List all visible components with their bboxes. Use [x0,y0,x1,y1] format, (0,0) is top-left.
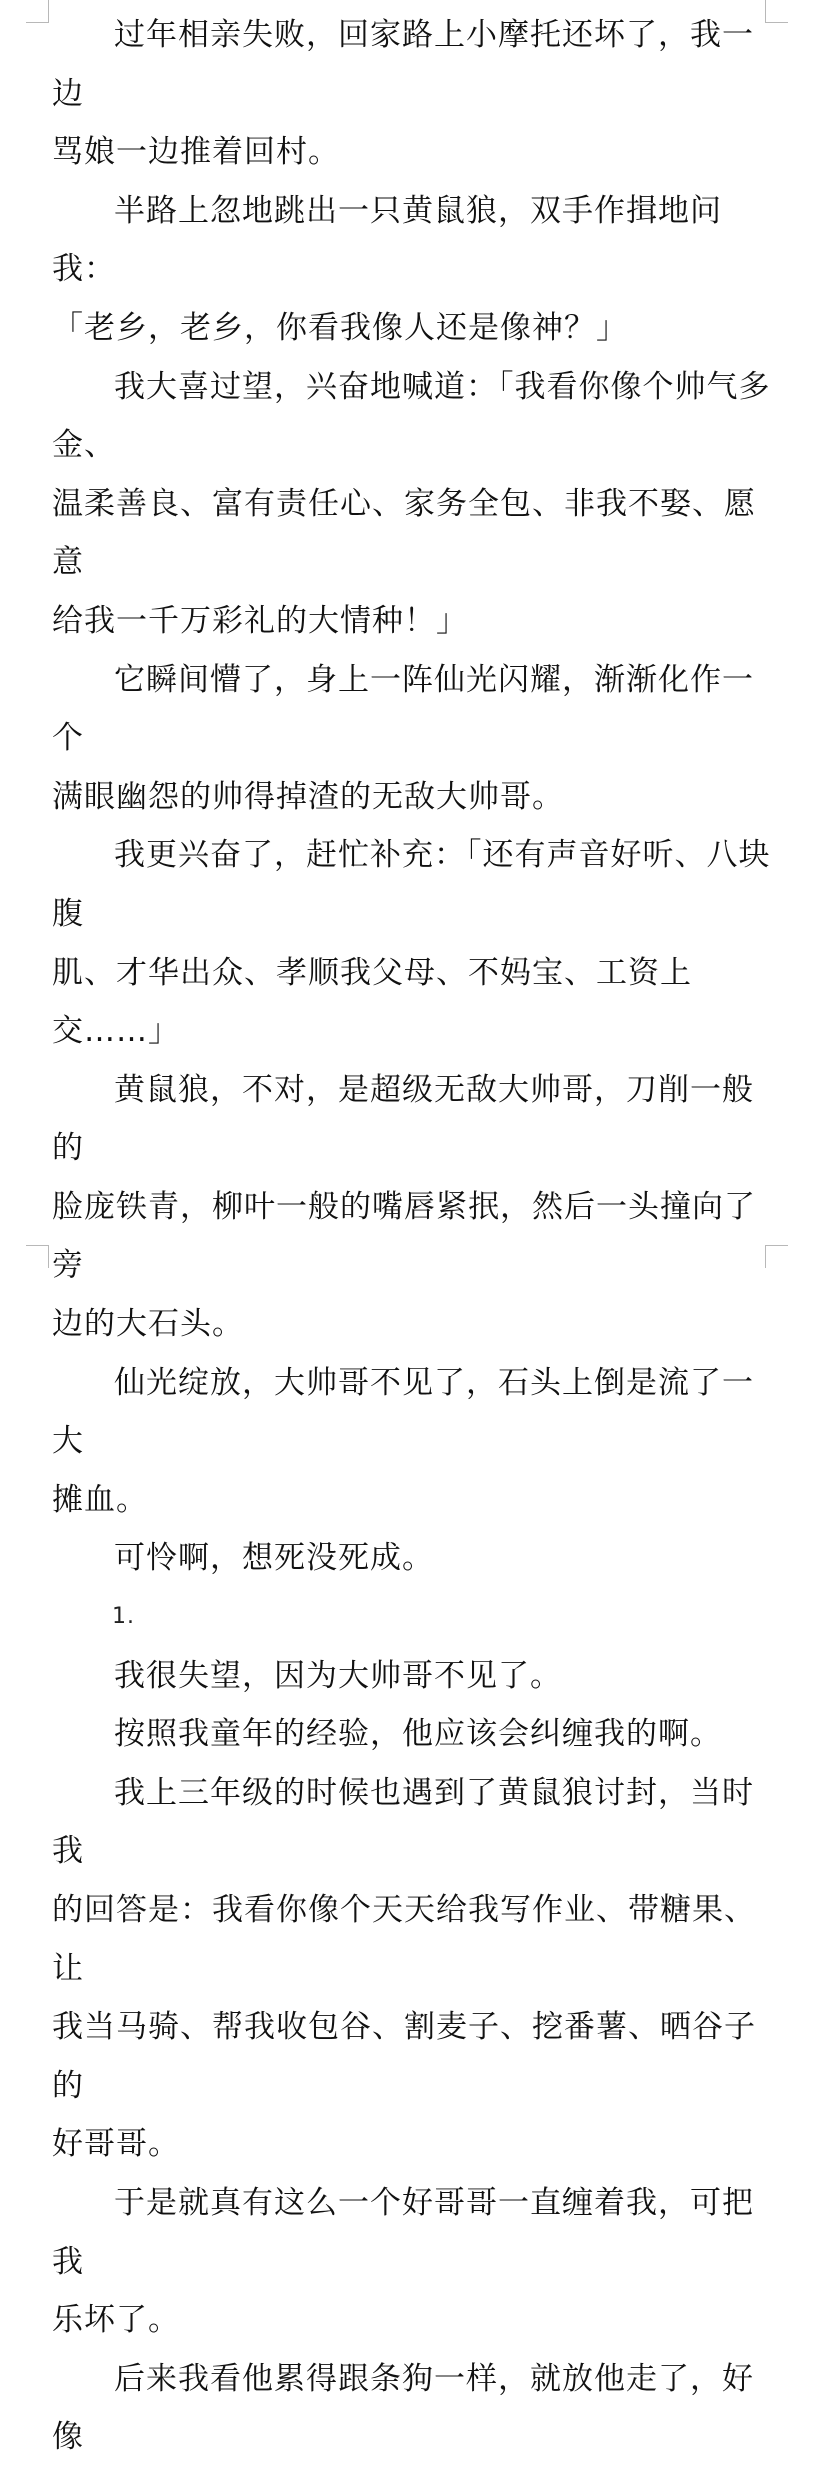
paragraph: 我上三年级的时候也遇到了黄鼠狼讨封，当时我 的回答是：我看你像个天天给我写作业、带糖果、让 我当马骑、帮我收包谷、割麦子、挖番薯、晒谷子的 好哥哥。 [52,1774,756,2163]
paragraph: 它瞬间懵了，身上一阵仙光闪耀，渐渐化作一个 满眼幽怨的帅得掉渣的无敌大帅哥。 [52,661,754,815]
paragraph: 过年相亲失败，回家路上小摩托还坏了，我一边 骂娘一边推着回村。 [52,17,754,171]
paragraph: 半路上忽地跳出一只黄鼠狼，双手作揖地问我： 「老乡，老乡，你看我像人还是像神？」 [52,192,722,346]
paragraph: 按照我童年的经验，他应该会纠缠我的啊。 [114,1716,722,1753]
paragraph: 黄鼠狼，不对，是超级无敌大帅哥，刀削一般的 脸庞铁青，柳叶一般的嘴唇紧抿，然后一头撞向了旁 边的大石头。 [52,1071,756,1343]
paragraph: 我很失望，因为大帅哥不见了。 [114,1657,562,1694]
paragraph: 于是就真有这么一个好哥哥一直缠着我，可把我 乐坏了。 [52,2184,754,2339]
crop-mark-bottom-left [26,1245,49,1268]
document-body [52,6,774,2467]
paragraph: 可怜啊，想死没死成。 [114,1540,434,1577]
paragraph: 我更兴奋了，赶忙补充：「还有声音好听、八块腹 肌、才华出众、孝顺我父母、不妈宝、工资上交……」 [52,837,771,1050]
crop-mark-top-left [26,0,49,23]
section-number: 1. [112,1604,135,1630]
paragraph: 我大喜过望，兴奋地喊道：「我看你像个帅气多金、 温柔善良、富有责任心、家务全包、非我不娶、愿意 给我一千万彩礼的大情种！」 [52,368,771,639]
paragraph: 后来我看他累得跟条狗一样，就放他走了，好像 [52,2360,754,2456]
paragraph: 仙光绽放，大帅哥不见了，石头上倒是流了一大 摊血。 [52,1364,754,1518]
